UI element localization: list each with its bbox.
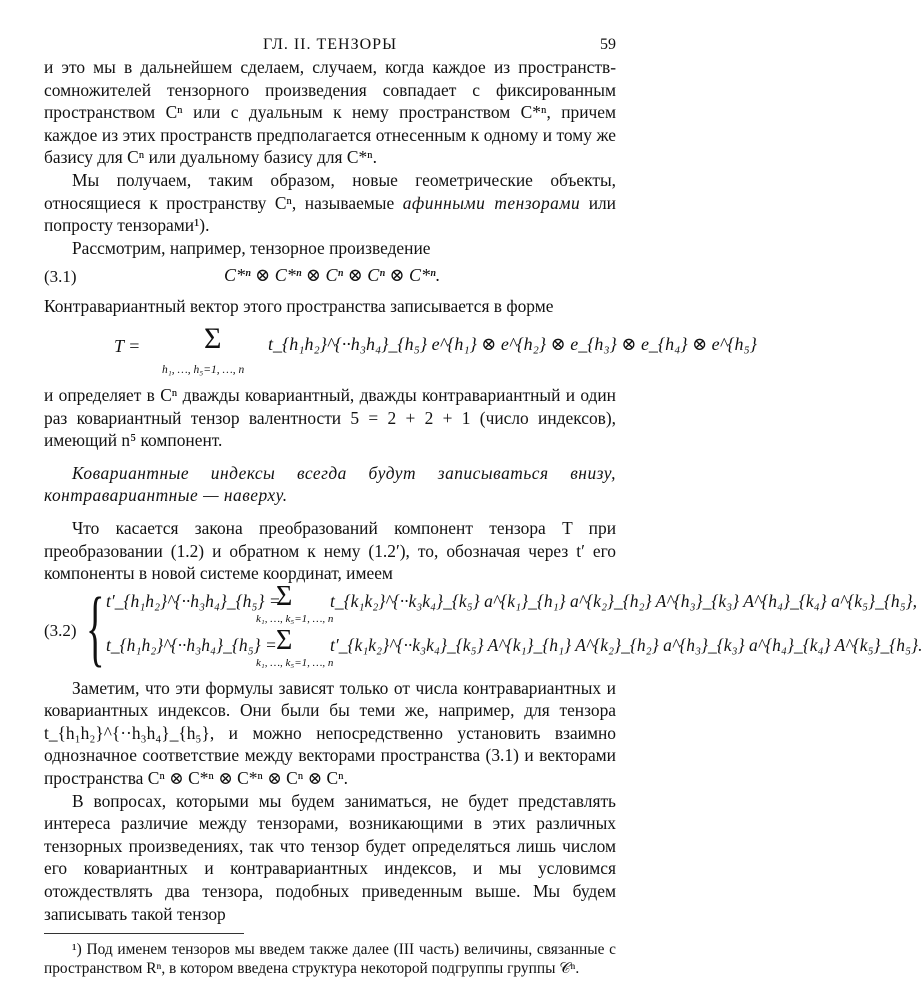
book-page	[44, 30, 923, 978]
running-header	[44, 30, 616, 56]
row-1-sum-limits: k₁, …, k₅=1, …, n	[256, 612, 334, 625]
paragraph-1: и это мы в дальнейшем сделаем, случаем, когда каждое из пространств-сомножителей тензорного произведения совпадает с фиксированным пространством Cⁿ или с дуальным к нему пространством C*ⁿ, причем каждое из этих пространств предполагается отнесенным к одному и тому же базису для Cⁿ или дуальному базису для C*ⁿ.	[44, 57, 616, 168]
paragraph-2	[44, 169, 616, 237]
paragraph-5: и определяет в Cⁿ дважды ковариантный, дважды контравариантный и один раз ковариантный тензор валентности 5 = 2 + 2 + 1 (число индексов), имеющий n⁵ компонент.	[44, 384, 616, 451]
row-1-lhs: t′_{h₁h₂}^{··h₃h₄}_{h₅} =	[106, 590, 281, 611]
row-2-sum-sign: Σ	[276, 624, 293, 656]
paragraph-4: Контравариантный вектор этого пространства записывается в форме	[44, 296, 554, 317]
paragraph-3: Рассмотрим, например, тензорное произведение	[72, 237, 431, 258]
paragraph-8: В вопросах, которыми мы будем заниматься, не будет представлять интереса различие между тензорами, возникающими в этих различных тензорных произведениях, так что тензор будет определяться лишь числом его ковариантных и контравариантных индексов, и мы условимся отождествлять два тензора, подобных приведенным выше. Мы будем записывать такой тензор	[44, 790, 616, 924]
equation-3-2-row-1	[106, 580, 918, 625]
row-1-rhs: t_{k₁k₂}^{··k₃k₄}_{k₅} a^{k₁}_{h₁} a^{k₂}_{h₂} A^{h₃}_{k₃} A^{h₄}_{k₄} a^{k₅}_{h₅},	[330, 590, 918, 611]
row-1-sum-sign: Σ	[276, 580, 293, 612]
equation-3-2-label: (3.2)	[44, 620, 77, 640]
paragraph-6: Что касается закона преобразований компонент тензора T при преобразовании (1.2) и обратном к нему (1.2′), то, обозначая через t′ его компоненты в новой системе координат, имеем	[44, 517, 616, 584]
equation-3-1-body: C*ⁿ ⊗ C*ⁿ ⊗ Cⁿ ⊗ Cⁿ ⊗ C*ⁿ.	[224, 265, 441, 286]
paragraph-2-end: или попросту тензорами¹).	[44, 192, 616, 236]
left-brace: {	[86, 578, 105, 675]
equation-t-rhs: t_{h₁h₂}^{··h₃h₄}_{h₅} e^{h₁} ⊗ e^{h₂} ⊗ e_{h₃} ⊗ e_{h₄} ⊗ e^{h₅}	[268, 333, 757, 354]
equation-3-2-row-2	[106, 624, 923, 669]
equation-3-2	[44, 578, 923, 677]
row-2-lhs: t_{h₁h₂}^{··h₃h₄}_{h₅} =	[106, 634, 277, 655]
equation-t-lhs: T =	[114, 335, 141, 356]
paragraph-7: Заметим, что эти формулы зависят только от числа контравариантных и ковариантных индексов. Они были бы теми же, например, для тензора t_{h₁h₂}^{··h₃h₄}_{h₅}, и можно непосредственно установить взаимно однозначное соответствие между векторами пространства (3.1) и векторами пространства Cⁿ ⊗ C*ⁿ ⊗ C*ⁿ ⊗ Cⁿ ⊗ Cⁿ.	[44, 677, 616, 789]
sum-sign: Σ	[204, 321, 222, 355]
footnote-rule	[44, 933, 244, 934]
footnote: ¹) Под именем тензоров мы введем также далее (III часть) величины, связанные с пространством Rⁿ, в котором введена структура некоторой подгруппы группы 𝒞ⁿ.	[44, 941, 616, 978]
row-2-sum-limits: k₁, …, k₅=1, …, n	[256, 656, 334, 669]
sum-limits: h₁, …, h₅=1, …, n	[162, 363, 245, 376]
paragraph-2-emphasis: афинными тензорами	[402, 192, 581, 213]
chapter-title: ГЛ. II. ТЕНЗОРЫ	[262, 36, 398, 53]
paragraph-2-start: Мы получаем, таким образом, новые геометрические объекты, относящиеся к пространству Cⁿ, называемые	[44, 169, 616, 213]
index-convention-rule: Ковариантные индексы всегда будут записываться внизу, контравариантные — наверху.	[44, 462, 616, 506]
page-number: 59	[600, 36, 616, 53]
equation-3-1	[44, 259, 616, 295]
equation-tensor-expansion	[44, 318, 757, 384]
equation-3-1-label: (3.1)	[44, 267, 77, 287]
row-2-rhs: t′_{k₁k₂}^{··k₃k₄}_{k₅} A^{k₁}_{h₁} A^{k₂}_{h₂} a^{h₃}_{k₃} a^{h₄}_{k₄} A^{k₅}_{h₅}.	[330, 634, 923, 655]
